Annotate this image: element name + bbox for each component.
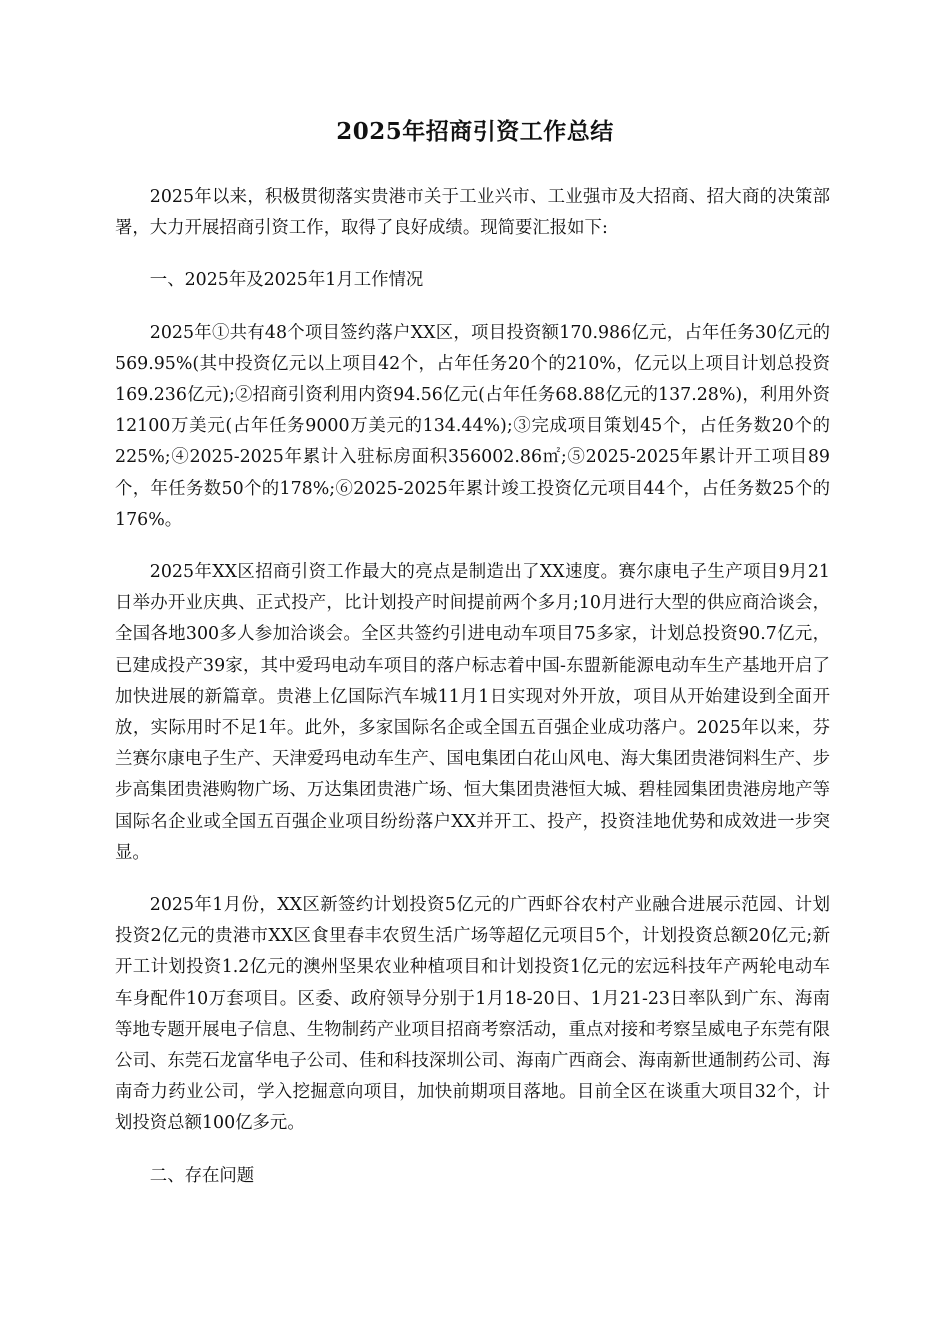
intro-paragraph: 2025年以来，积极贯彻落实贵港市关于工业兴市、工业强市及大招商、招大商的决策部署，大力开展招商引资工作，取得了良好成绩。现简要汇报如下:: [115, 187, 830, 239]
paragraph-january: 2025年1月份，XX区新签约计划投资5亿元的广西虾谷农村产业融合进展示范园、计划投资2亿元的贵港市XX区食里春丰农贸生活广场等超亿元项目5个，计划投资总额20亿元;新开工计划投资1.2亿元的澳州坚果农业种植项目和计划投资1亿元的宏远科技年产两轮电动车车身配件10万套项目。区委、政府领导分别于1月18-20日、1月21-23日率队到广东、海南等地专题开展电子信息、生物制药产业项目招商考察活动，重点对接和考察呈威电子东莞有限公司、东莞石龙富华电子公司、佳和科技深圳公司、海南广西商会、海南新世通制药公司、海南奇力药业公司，学入挖掘意向项目，加快前期项目落地。目前全区在谈重大项目32个，计划投资总额100亿多元。: [115, 895, 830, 1134]
document-body: [115, 182, 830, 1213]
document-title: 2025年招商引资工作总结: [336, 118, 614, 145]
section-heading-work-status: 一、2025年及2025年1月工作情况: [149, 270, 424, 291]
paragraph-annual-figures: 2025年①共有48个项目签约落户XX区，项目投资额170.986亿元，占年任务30亿元的569.95%(其中投资亿元以上项目42个，占年任务20个的210%，亿元以上项目计划总投资169.236亿元);②招商引资利用内资94.56亿元(占年任务68.88亿元的137.28%)，利用外资12100万美元(占年任务9000万美元的134.44%);③完成项目策划45个，占任务数20个的225%;④2025-2025年累计入驻标房面积356002.86㎡;⑤2025-2025年累计开工项目89个，年任务数50个的178%;⑥2025-2025年累计竣工投资亿元项目44个，占任务数25个的176%。: [115, 322, 830, 530]
section-heading-problems: 二、存在问题: [149, 1165, 255, 1186]
paragraph-highlights: 2025年XX区招商引资工作最大的亮点是制造出了XX速度。赛尔康电子生产项目9月21日举办开业庆典、正式投产，比计划投产时间提前两个多月;10月进行大型的供应商洽谈会，全国各地300多人参加洽谈会。全区共签约引进电动车项目75多家，计划总投资90.7亿元，已建成投产39家，其中爱玛电动车项目的落户标志着中国-东盟新能源电动车生产基地开启了加快进展的新篇章。贵港上亿国际汽车城11月1日实现对外开放，项目从开始建设到全面开放，实际用时不足1年。此外，多家国际名企或全国五百强企业成功落户。2025年以来，芬兰赛尔康电子生产、天津爱玛电动车生产、国电集团白花山风电、海大集团贵港饲料生产、步步高集团贵港购物广场、万达集团贵港广场、恒大集团贵港恒大城、碧桂园集团贵港房地产等国际名企业或全国五百强企业项目纷纷落户XX并开工、投产，投资洼地优势和成效进一步突显。: [115, 562, 830, 863]
